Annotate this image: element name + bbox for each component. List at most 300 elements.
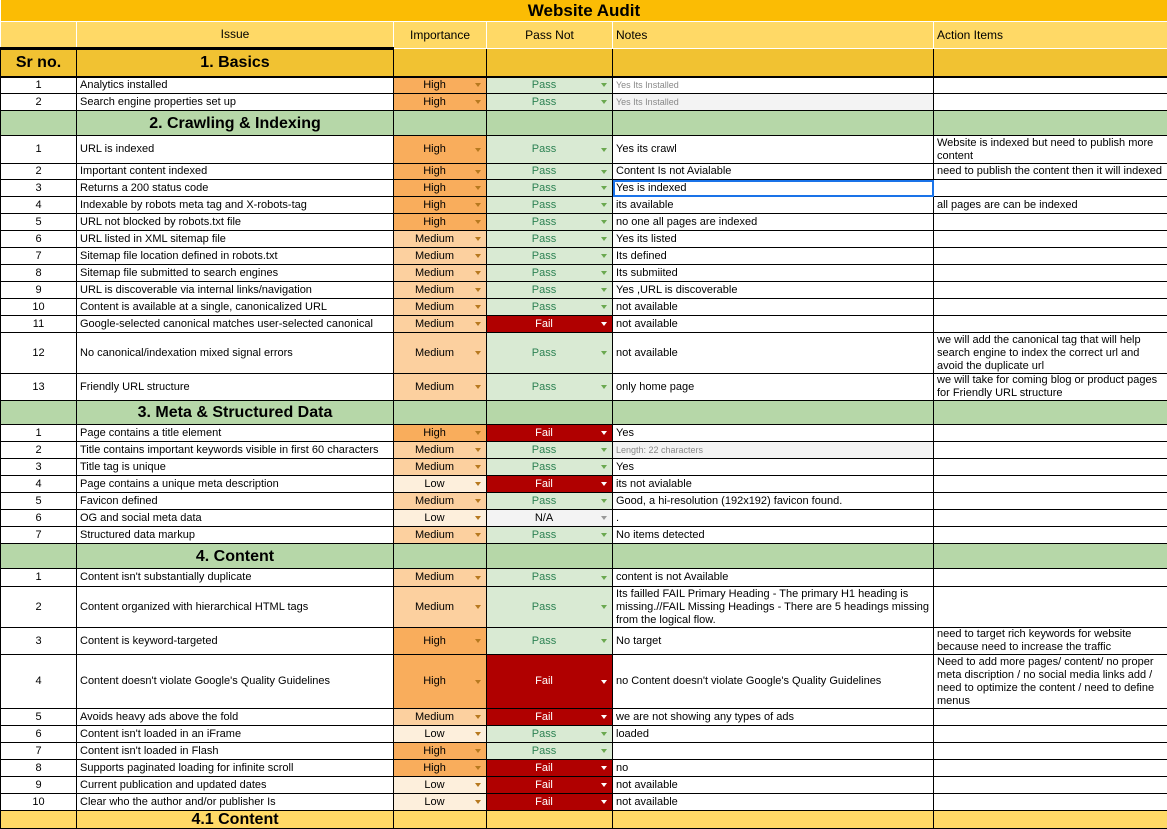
notes-cell[interactable]: only home page [613, 374, 934, 401]
issue-cell[interactable]: Content is available at a single, canonicalized URL [77, 299, 394, 316]
status-dropdown[interactable] [487, 180, 613, 197]
issue-cell[interactable]: Sitemap file location defined in robots.txt [77, 248, 394, 265]
chevron-down-icon[interactable] [475, 715, 481, 719]
notes-cell[interactable]: Yes its crawl [613, 136, 934, 164]
sr-no-cell[interactable]: 2 [1, 164, 77, 180]
section-blank[interactable] [613, 49, 934, 77]
issue-cell[interactable]: Supports paginated loading for infinite scroll [77, 760, 394, 777]
importance-dropdown[interactable] [394, 442, 487, 459]
chevron-down-icon[interactable] [475, 482, 481, 486]
issue-cell[interactable]: URL listed in XML sitemap file [77, 231, 394, 248]
notes-cell[interactable]: Yes its listed [613, 231, 934, 248]
sr-no-cell[interactable]: 1 [1, 77, 77, 94]
status-dropdown[interactable] [487, 425, 613, 442]
action-items-cell[interactable]: need to target rich keywords for website because need to increase the traffic [934, 628, 1167, 655]
sr-no-cell[interactable]: 4 [1, 655, 77, 709]
section-blank[interactable] [487, 544, 613, 569]
notes-cell[interactable]: not available [613, 794, 934, 811]
section-blank[interactable] [394, 811, 487, 829]
section-title[interactable]: 1. Basics [77, 49, 394, 77]
table-row [1, 164, 1167, 180]
chevron-down-icon[interactable] [601, 605, 607, 609]
section-title[interactable]: 3. Meta & Structured Data [77, 401, 394, 425]
issue-cell[interactable]: Content organized with hierarchical HTML tags [77, 587, 394, 628]
chevron-down-icon[interactable] [601, 715, 607, 719]
action-items-cell[interactable]: need to publish the content then it will indexed [934, 164, 1167, 180]
chevron-down-icon[interactable] [475, 100, 481, 104]
chevron-down-icon[interactable] [601, 465, 607, 469]
issue-cell[interactable]: Current publication and updated dates [77, 777, 394, 794]
section-blank[interactable] [1, 811, 77, 829]
notes-cell[interactable]: Good, a hi-resolution (192x192) favicon found. [613, 493, 934, 510]
sr-no-cell[interactable]: 1 [1, 425, 77, 442]
header-blank[interactable] [1, 22, 77, 49]
notes-cell[interactable]: Length: 22 characters [613, 442, 934, 459]
sr-no-cell[interactable]: 3 [1, 459, 77, 476]
sr-no-cell[interactable]: 6 [1, 510, 77, 527]
chevron-down-icon[interactable] [601, 482, 607, 486]
sheet-title[interactable]: Website Audit [1, 0, 1167, 22]
action-items-cell[interactable]: we will take for coming blog or product pages for Friendly URL structure [934, 374, 1167, 401]
notes-cell[interactable]: Content Is not Avialable [613, 164, 934, 180]
chevron-down-icon[interactable] [601, 533, 607, 537]
chevron-down-icon[interactable] [475, 499, 481, 503]
section-blank[interactable] [394, 49, 487, 77]
action-items-cell[interactable] [934, 493, 1167, 510]
sr-no-cell[interactable]: 9 [1, 282, 77, 299]
chevron-down-icon[interactable] [601, 499, 607, 503]
section-title[interactable]: 4. Content [77, 544, 394, 569]
status-dropdown[interactable] [487, 214, 613, 231]
issue-cell[interactable]: Search engine properties set up [77, 94, 394, 111]
issue-cell[interactable]: Clear who the author and/or publisher Is [77, 794, 394, 811]
chevron-down-icon[interactable] [601, 783, 607, 787]
sr-no-cell[interactable]: 2 [1, 587, 77, 628]
sr-no-cell[interactable]: 5 [1, 214, 77, 231]
section-blank[interactable] [487, 49, 613, 77]
chevron-down-icon[interactable] [601, 305, 607, 309]
chevron-down-icon[interactable] [601, 83, 607, 87]
table-row [1, 655, 1167, 709]
section-blank[interactable] [613, 544, 934, 569]
action-items-cell[interactable] [934, 527, 1167, 544]
chevron-down-icon[interactable] [601, 271, 607, 275]
importance-dropdown[interactable] [394, 587, 487, 628]
section-blank[interactable] [1, 401, 77, 425]
status-dropdown[interactable] [487, 510, 613, 527]
notes-cell[interactable]: . [613, 510, 934, 527]
importance-dropdown[interactable] [394, 77, 487, 94]
action-items-cell[interactable]: Need to add more pages/ content/ no proper meta discription / no social media links add / need to optimize the content / need to define menus [934, 655, 1167, 709]
chevron-down-icon[interactable] [601, 680, 607, 684]
issue-cell[interactable]: URL not blocked by robots.txt file [77, 214, 394, 231]
sr-no-cell[interactable]: 8 [1, 265, 77, 282]
importance-dropdown[interactable] [394, 164, 487, 180]
notes-cell[interactable]: not available [613, 333, 934, 374]
notes-cell[interactable]: No target [613, 628, 934, 655]
status-dropdown[interactable] [487, 777, 613, 794]
sr-no-cell[interactable]: 1 [1, 569, 77, 587]
importance-dropdown[interactable] [394, 476, 487, 493]
notes-cell[interactable]: Its submiited [613, 265, 934, 282]
importance-dropdown[interactable] [394, 214, 487, 231]
sr-no-cell[interactable]: 9 [1, 777, 77, 794]
action-items-cell[interactable]: Website is indexed but need to publish more content [934, 136, 1167, 164]
issue-cell[interactable]: Analytics installed [77, 77, 394, 94]
status-dropdown[interactable] [487, 476, 613, 493]
section-blank[interactable] [613, 811, 934, 829]
sr-no-cell[interactable]: 7 [1, 743, 77, 760]
sr-no-cell[interactable]: 10 [1, 299, 77, 316]
sr-no-cell[interactable]: 11 [1, 316, 77, 333]
issue-cell[interactable]: Google-selected canonical matches user-selected canonical [77, 316, 394, 333]
sr-no-cell[interactable]: 4 [1, 476, 77, 493]
action-items-cell[interactable] [934, 77, 1167, 94]
notes-cell[interactable]: Its failled FAIL Primary Heading - The primary H1 heading is missing.//FAIL Missing Headings - There are 5 headings missing from the logical flow. [613, 587, 934, 628]
importance-dropdown[interactable] [394, 136, 487, 164]
status-dropdown[interactable] [487, 794, 613, 811]
status-dropdown[interactable] [487, 77, 613, 94]
action-items-cell[interactable]: we will add the canonical tag that will help search engine to index the correct url and avoid the duplicate url [934, 333, 1167, 374]
importance-dropdown[interactable] [394, 743, 487, 760]
importance-dropdown[interactable] [394, 282, 487, 299]
section-row [1, 811, 1167, 829]
section-blank[interactable] [394, 111, 487, 136]
status-dropdown[interactable] [487, 164, 613, 180]
status-dropdown[interactable] [487, 136, 613, 164]
header-issue[interactable]: Issue [77, 22, 394, 49]
issue-cell[interactable]: Content is keyword-targeted [77, 628, 394, 655]
status-dropdown[interactable] [487, 231, 613, 248]
chevron-down-icon[interactable] [475, 203, 481, 207]
importance-dropdown[interactable] [394, 197, 487, 214]
section-blank[interactable] [934, 111, 1167, 136]
issue-cell[interactable]: Indexable by robots meta tag and X-robots-tag [77, 197, 394, 214]
action-items-cell[interactable] [934, 794, 1167, 811]
chevron-down-icon[interactable] [475, 305, 481, 309]
notes-cell[interactable]: content is not Available [613, 569, 934, 587]
chevron-down-icon[interactable] [601, 254, 607, 258]
chevron-down-icon[interactable] [475, 288, 481, 292]
action-items-cell[interactable] [934, 282, 1167, 299]
issue-cell[interactable]: Page contains a unique meta description [77, 476, 394, 493]
notes-cell[interactable]: Yes is indexed [613, 180, 934, 197]
header-sr-no[interactable]: Sr no. [1, 49, 77, 77]
chevron-down-icon[interactable] [475, 766, 481, 770]
chevron-down-icon[interactable] [601, 186, 607, 190]
action-items-cell[interactable] [934, 299, 1167, 316]
status-dropdown[interactable] [487, 760, 613, 777]
header-action[interactable]: Action Items [934, 22, 1167, 49]
chevron-down-icon[interactable] [475, 465, 481, 469]
notes-cell[interactable]: we are not showing any types of ads [613, 709, 934, 726]
importance-dropdown[interactable] [394, 569, 487, 587]
action-items-cell[interactable] [934, 459, 1167, 476]
chevron-down-icon[interactable] [475, 237, 481, 241]
chevron-down-icon[interactable] [475, 148, 481, 152]
chevron-down-icon[interactable] [475, 639, 481, 643]
chevron-down-icon[interactable] [601, 237, 607, 241]
chevron-down-icon[interactable] [475, 800, 481, 804]
status-dropdown[interactable] [487, 197, 613, 214]
status-dropdown[interactable] [487, 265, 613, 282]
issue-cell[interactable]: Page contains a title element [77, 425, 394, 442]
importance-dropdown[interactable] [394, 709, 487, 726]
chevron-down-icon[interactable] [475, 533, 481, 537]
header-importance[interactable]: Importance [394, 22, 487, 49]
chevron-down-icon[interactable] [475, 385, 481, 389]
notes-cell[interactable]: Yes Its Installed [613, 94, 934, 111]
sr-no-cell[interactable]: 13 [1, 374, 77, 401]
chevron-down-icon[interactable] [601, 148, 607, 152]
importance-dropdown[interactable] [394, 655, 487, 709]
importance-dropdown[interactable] [394, 726, 487, 743]
importance-dropdown[interactable] [394, 425, 487, 442]
status-dropdown[interactable] [487, 655, 613, 709]
action-items-cell[interactable] [934, 442, 1167, 459]
importance-dropdown[interactable] [394, 299, 487, 316]
action-items-cell[interactable] [934, 265, 1167, 282]
action-items-cell[interactable] [934, 760, 1167, 777]
sr-no-cell[interactable]: 4 [1, 197, 77, 214]
section-blank[interactable] [394, 401, 487, 425]
status-dropdown[interactable] [487, 282, 613, 299]
section-blank[interactable] [394, 544, 487, 569]
chevron-down-icon[interactable] [601, 732, 607, 736]
section-blank[interactable] [613, 401, 934, 425]
issue-cell[interactable]: Content isn't loaded in Flash [77, 743, 394, 760]
chevron-down-icon[interactable] [601, 385, 607, 389]
action-items-cell[interactable] [934, 587, 1167, 628]
status-dropdown[interactable] [487, 587, 613, 628]
importance-dropdown[interactable] [394, 459, 487, 476]
chevron-down-icon[interactable] [601, 639, 607, 643]
section-blank[interactable] [613, 111, 934, 136]
issue-cell[interactable]: Favicon defined [77, 493, 394, 510]
dropdown-value: High [423, 761, 446, 774]
issue-cell[interactable]: Structured data markup [77, 527, 394, 544]
chevron-down-icon[interactable] [601, 431, 607, 435]
notes-cell[interactable]: Its defined [613, 248, 934, 265]
notes-cell[interactable]: not available [613, 777, 934, 794]
sr-no-cell[interactable]: 5 [1, 493, 77, 510]
chevron-down-icon[interactable] [601, 220, 607, 224]
chevron-down-icon[interactable] [475, 605, 481, 609]
issue-cell[interactable]: Sitemap file submitted to search engines [77, 265, 394, 282]
notes-cell[interactable]: not available [613, 299, 934, 316]
chevron-down-icon[interactable] [475, 431, 481, 435]
action-items-cell[interactable] [934, 214, 1167, 231]
sr-no-cell[interactable]: 5 [1, 709, 77, 726]
action-items-cell[interactable] [934, 425, 1167, 442]
chevron-down-icon[interactable] [475, 322, 481, 326]
chevron-down-icon[interactable] [601, 288, 607, 292]
chevron-down-icon[interactable] [601, 170, 607, 174]
chevron-down-icon[interactable] [475, 186, 481, 190]
section-blank[interactable] [934, 401, 1167, 425]
status-dropdown[interactable] [487, 628, 613, 655]
sr-no-cell[interactable]: 3 [1, 628, 77, 655]
status-dropdown[interactable] [487, 709, 613, 726]
notes-cell[interactable]: no one all pages are indexed [613, 214, 934, 231]
chevron-down-icon[interactable] [601, 576, 607, 580]
notes-cell[interactable]: loaded [613, 726, 934, 743]
chevron-down-icon[interactable] [475, 576, 481, 580]
status-dropdown[interactable] [487, 493, 613, 510]
importance-dropdown[interactable] [394, 760, 487, 777]
status-dropdown[interactable] [487, 743, 613, 760]
chevron-down-icon[interactable] [475, 783, 481, 787]
chevron-down-icon[interactable] [601, 351, 607, 355]
sr-no-cell[interactable]: 2 [1, 94, 77, 111]
notes-cell[interactable]: Yes Its Installed [613, 77, 934, 94]
sr-no-cell[interactable]: 8 [1, 760, 77, 777]
section-blank[interactable] [487, 401, 613, 425]
issue-cell[interactable]: Important content indexed [77, 164, 394, 180]
chevron-down-icon[interactable] [475, 271, 481, 275]
sr-no-cell[interactable]: 6 [1, 726, 77, 743]
section-blank[interactable] [1, 544, 77, 569]
section-title[interactable]: 2. Crawling & Indexing [77, 111, 394, 136]
notes-cell[interactable]: no Content doesn't violate Google's Quality Guidelines [613, 655, 934, 709]
chevron-down-icon[interactable] [601, 516, 607, 520]
section-blank[interactable] [934, 544, 1167, 569]
status-dropdown[interactable] [487, 459, 613, 476]
importance-dropdown[interactable] [394, 628, 487, 655]
sr-no-cell[interactable]: 6 [1, 231, 77, 248]
importance-dropdown[interactable] [394, 316, 487, 333]
dropdown-value: High [423, 215, 446, 228]
issue-cell[interactable]: OG and social meta data [77, 510, 394, 527]
chevron-down-icon[interactable] [601, 322, 607, 326]
importance-dropdown[interactable] [394, 493, 487, 510]
issue-cell[interactable]: Friendly URL structure [77, 374, 394, 401]
notes-cell[interactable]: Yes ,URL is discoverable [613, 282, 934, 299]
chevron-down-icon[interactable] [475, 254, 481, 258]
action-items-cell[interactable] [934, 248, 1167, 265]
notes-cell[interactable]: no [613, 760, 934, 777]
chevron-down-icon[interactable] [601, 800, 607, 804]
chevron-down-icon[interactable] [601, 100, 607, 104]
status-dropdown[interactable] [487, 726, 613, 743]
chevron-down-icon[interactable] [601, 203, 607, 207]
issue-cell[interactable]: Content doesn't violate Google's Quality Guidelines [77, 655, 394, 709]
chevron-down-icon[interactable] [475, 220, 481, 224]
action-items-cell[interactable] [934, 726, 1167, 743]
issue-cell[interactable]: Returns a 200 status code [77, 180, 394, 197]
status-dropdown[interactable] [487, 569, 613, 587]
importance-dropdown[interactable] [394, 180, 487, 197]
action-items-cell[interactable] [934, 777, 1167, 794]
chevron-down-icon[interactable] [475, 83, 481, 87]
action-items-cell[interactable] [934, 569, 1167, 587]
sr-no-cell[interactable]: 7 [1, 248, 77, 265]
action-items-cell[interactable] [934, 316, 1167, 333]
action-items-cell[interactable] [934, 476, 1167, 493]
sr-no-cell[interactable]: 3 [1, 180, 77, 197]
status-dropdown[interactable] [487, 527, 613, 544]
chevron-down-icon[interactable] [475, 516, 481, 520]
action-items-cell[interactable] [934, 743, 1167, 760]
importance-dropdown[interactable] [394, 794, 487, 811]
status-dropdown[interactable] [487, 333, 613, 374]
sr-no-cell[interactable]: 7 [1, 527, 77, 544]
notes-cell[interactable]: No items detected [613, 527, 934, 544]
status-dropdown[interactable] [487, 248, 613, 265]
dropdown-value: Fail [535, 477, 553, 490]
notes-cell[interactable] [613, 743, 934, 760]
importance-dropdown[interactable] [394, 527, 487, 544]
issue-cell[interactable]: Content isn't loaded in an iFrame [77, 726, 394, 743]
issue-cell[interactable]: Content isn't substantially duplicate [77, 569, 394, 587]
status-dropdown[interactable] [487, 442, 613, 459]
sr-no-cell[interactable]: 10 [1, 794, 77, 811]
issue-cell[interactable]: No canonical/indexation mixed signal errors [77, 333, 394, 374]
chevron-down-icon[interactable] [475, 749, 481, 753]
importance-dropdown[interactable] [394, 265, 487, 282]
section-blank[interactable] [487, 111, 613, 136]
dropdown-value: Fail [535, 795, 553, 808]
importance-dropdown[interactable] [394, 510, 487, 527]
chevron-down-icon[interactable] [601, 766, 607, 770]
status-dropdown[interactable] [487, 299, 613, 316]
header-pass[interactable]: Pass Not [487, 22, 613, 49]
importance-dropdown[interactable] [394, 333, 487, 374]
importance-dropdown[interactable] [394, 374, 487, 401]
notes-cell[interactable]: its not avialable [613, 476, 934, 493]
chevron-down-icon[interactable] [601, 749, 607, 753]
importance-dropdown[interactable] [394, 248, 487, 265]
chevron-down-icon[interactable] [475, 732, 481, 736]
action-items-cell[interactable]: all pages are can be indexed [934, 197, 1167, 214]
action-items-cell[interactable] [934, 94, 1167, 111]
status-dropdown[interactable] [487, 374, 613, 401]
status-dropdown[interactable] [487, 316, 613, 333]
section-blank[interactable] [934, 49, 1167, 77]
action-items-cell[interactable] [934, 510, 1167, 527]
importance-dropdown[interactable] [394, 231, 487, 248]
chevron-down-icon[interactable] [475, 448, 481, 452]
header-notes[interactable]: Notes [613, 22, 934, 49]
issue-cell[interactable]: Title tag is unique [77, 459, 394, 476]
notes-cell[interactable]: its available [613, 197, 934, 214]
section-blank[interactable] [1, 111, 77, 136]
chevron-down-icon[interactable] [601, 448, 607, 452]
action-items-cell[interactable] [934, 180, 1167, 197]
notes-cell[interactable]: Yes [613, 459, 934, 476]
status-dropdown[interactable] [487, 94, 613, 111]
issue-cell[interactable]: URL is discoverable via internal links/navigation [77, 282, 394, 299]
section-title[interactable]: 4.1 Content [77, 811, 394, 829]
importance-dropdown[interactable] [394, 777, 487, 794]
sr-no-cell[interactable]: 1 [1, 136, 77, 164]
chevron-down-icon[interactable] [475, 680, 481, 684]
action-items-cell[interactable] [934, 709, 1167, 726]
section-blank[interactable] [487, 811, 613, 829]
chevron-down-icon[interactable] [475, 351, 481, 355]
issue-cell[interactable]: URL is indexed [77, 136, 394, 164]
chevron-down-icon[interactable] [475, 170, 481, 174]
section-blank[interactable] [934, 811, 1167, 829]
issue-cell[interactable]: Avoids heavy ads above the fold [77, 709, 394, 726]
notes-cell[interactable]: Yes [613, 425, 934, 442]
sr-no-cell[interactable]: 2 [1, 442, 77, 459]
importance-dropdown[interactable] [394, 94, 487, 111]
issue-cell[interactable]: Title contains important keywords visible in first 60 characters [77, 442, 394, 459]
action-items-cell[interactable] [934, 231, 1167, 248]
notes-cell[interactable]: not available [613, 316, 934, 333]
sr-no-cell[interactable]: 12 [1, 333, 77, 374]
